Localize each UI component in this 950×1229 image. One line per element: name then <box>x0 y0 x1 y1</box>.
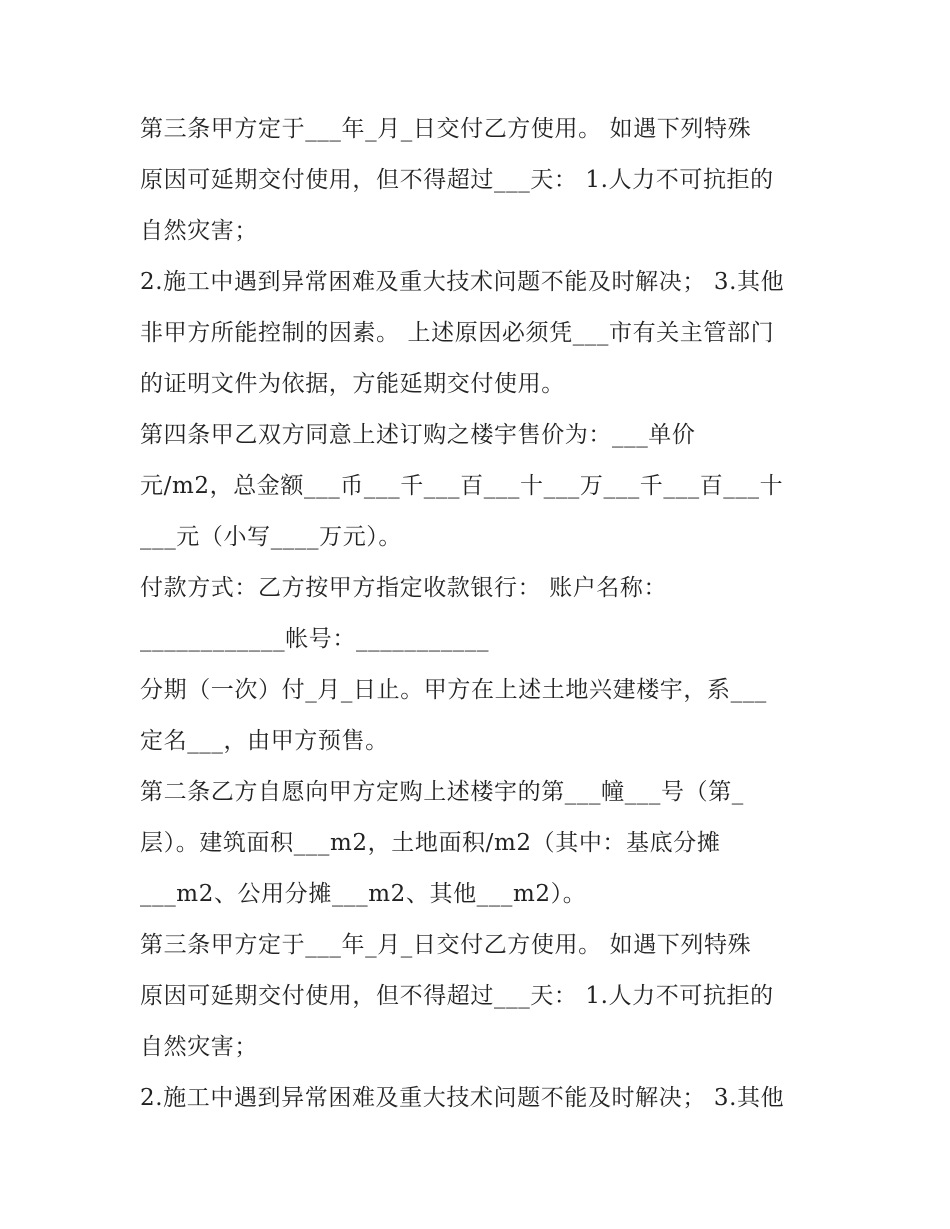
document-page <box>140 104 830 1124</box>
text-line: 定名___，由甲方预售。 <box>140 728 389 754</box>
text-line: ___m2、公用分摊___m2、其他___m2）。 <box>140 881 587 907</box>
text-line: 第三条甲方定于___年_月_日交付乙方使用。 如遇下列特殊 <box>140 932 752 958</box>
text-line: 原因可延期交付使用，但不得超过___天： 1.人力不可抗拒的 <box>140 167 774 193</box>
text-line: 的证明文件为依据，方能延期交付使用。 <box>140 371 565 397</box>
text-line: ___元（小写____万元）。 <box>140 524 402 550</box>
text-line: 原因可延期交付使用，但不得超过___天： 1.人力不可抗拒的 <box>140 983 774 1009</box>
text-line: 第三条甲方定于___年_月_日交付乙方使用。 如遇下列特殊 <box>140 116 752 142</box>
text-line: 元/m2，总金额___币___千___百___十___万___千___百___十 <box>140 473 784 499</box>
text-line: 2.施工中遇到异常困难及重大技术问题不能及时解决； 3.其他 <box>140 269 785 295</box>
text-line: 第四条甲乙双方同意上述订购之楼宇售价为：___单价 <box>140 422 696 448</box>
text-line: 第二条乙方自愿向甲方定购上述楼宇的第___幢___号（第_ <box>140 779 744 805</box>
text-line: 分期（一次）付_月_日止。甲方在上述土地兴建楼宇，系___ <box>140 677 767 703</box>
text-line: 付款方式：乙方按甲方指定收款银行： 账户名称： <box>140 575 668 601</box>
text-line: 2.施工中遇到异常困难及重大技术问题不能及时解决； 3.其他 <box>140 1085 785 1111</box>
text-line: 自然灾害； <box>140 218 258 244</box>
text-line: 自然灾害； <box>140 1034 258 1060</box>
text-line: ____________帐号：___________ <box>140 626 490 652</box>
text-line: 非甲方所能控制的因素。 上述原因必须凭___市有关主管部门 <box>140 320 775 346</box>
text-line: 层）。建筑面积___m2，土地面积/m2（其中：基底分摊 <box>140 830 721 856</box>
